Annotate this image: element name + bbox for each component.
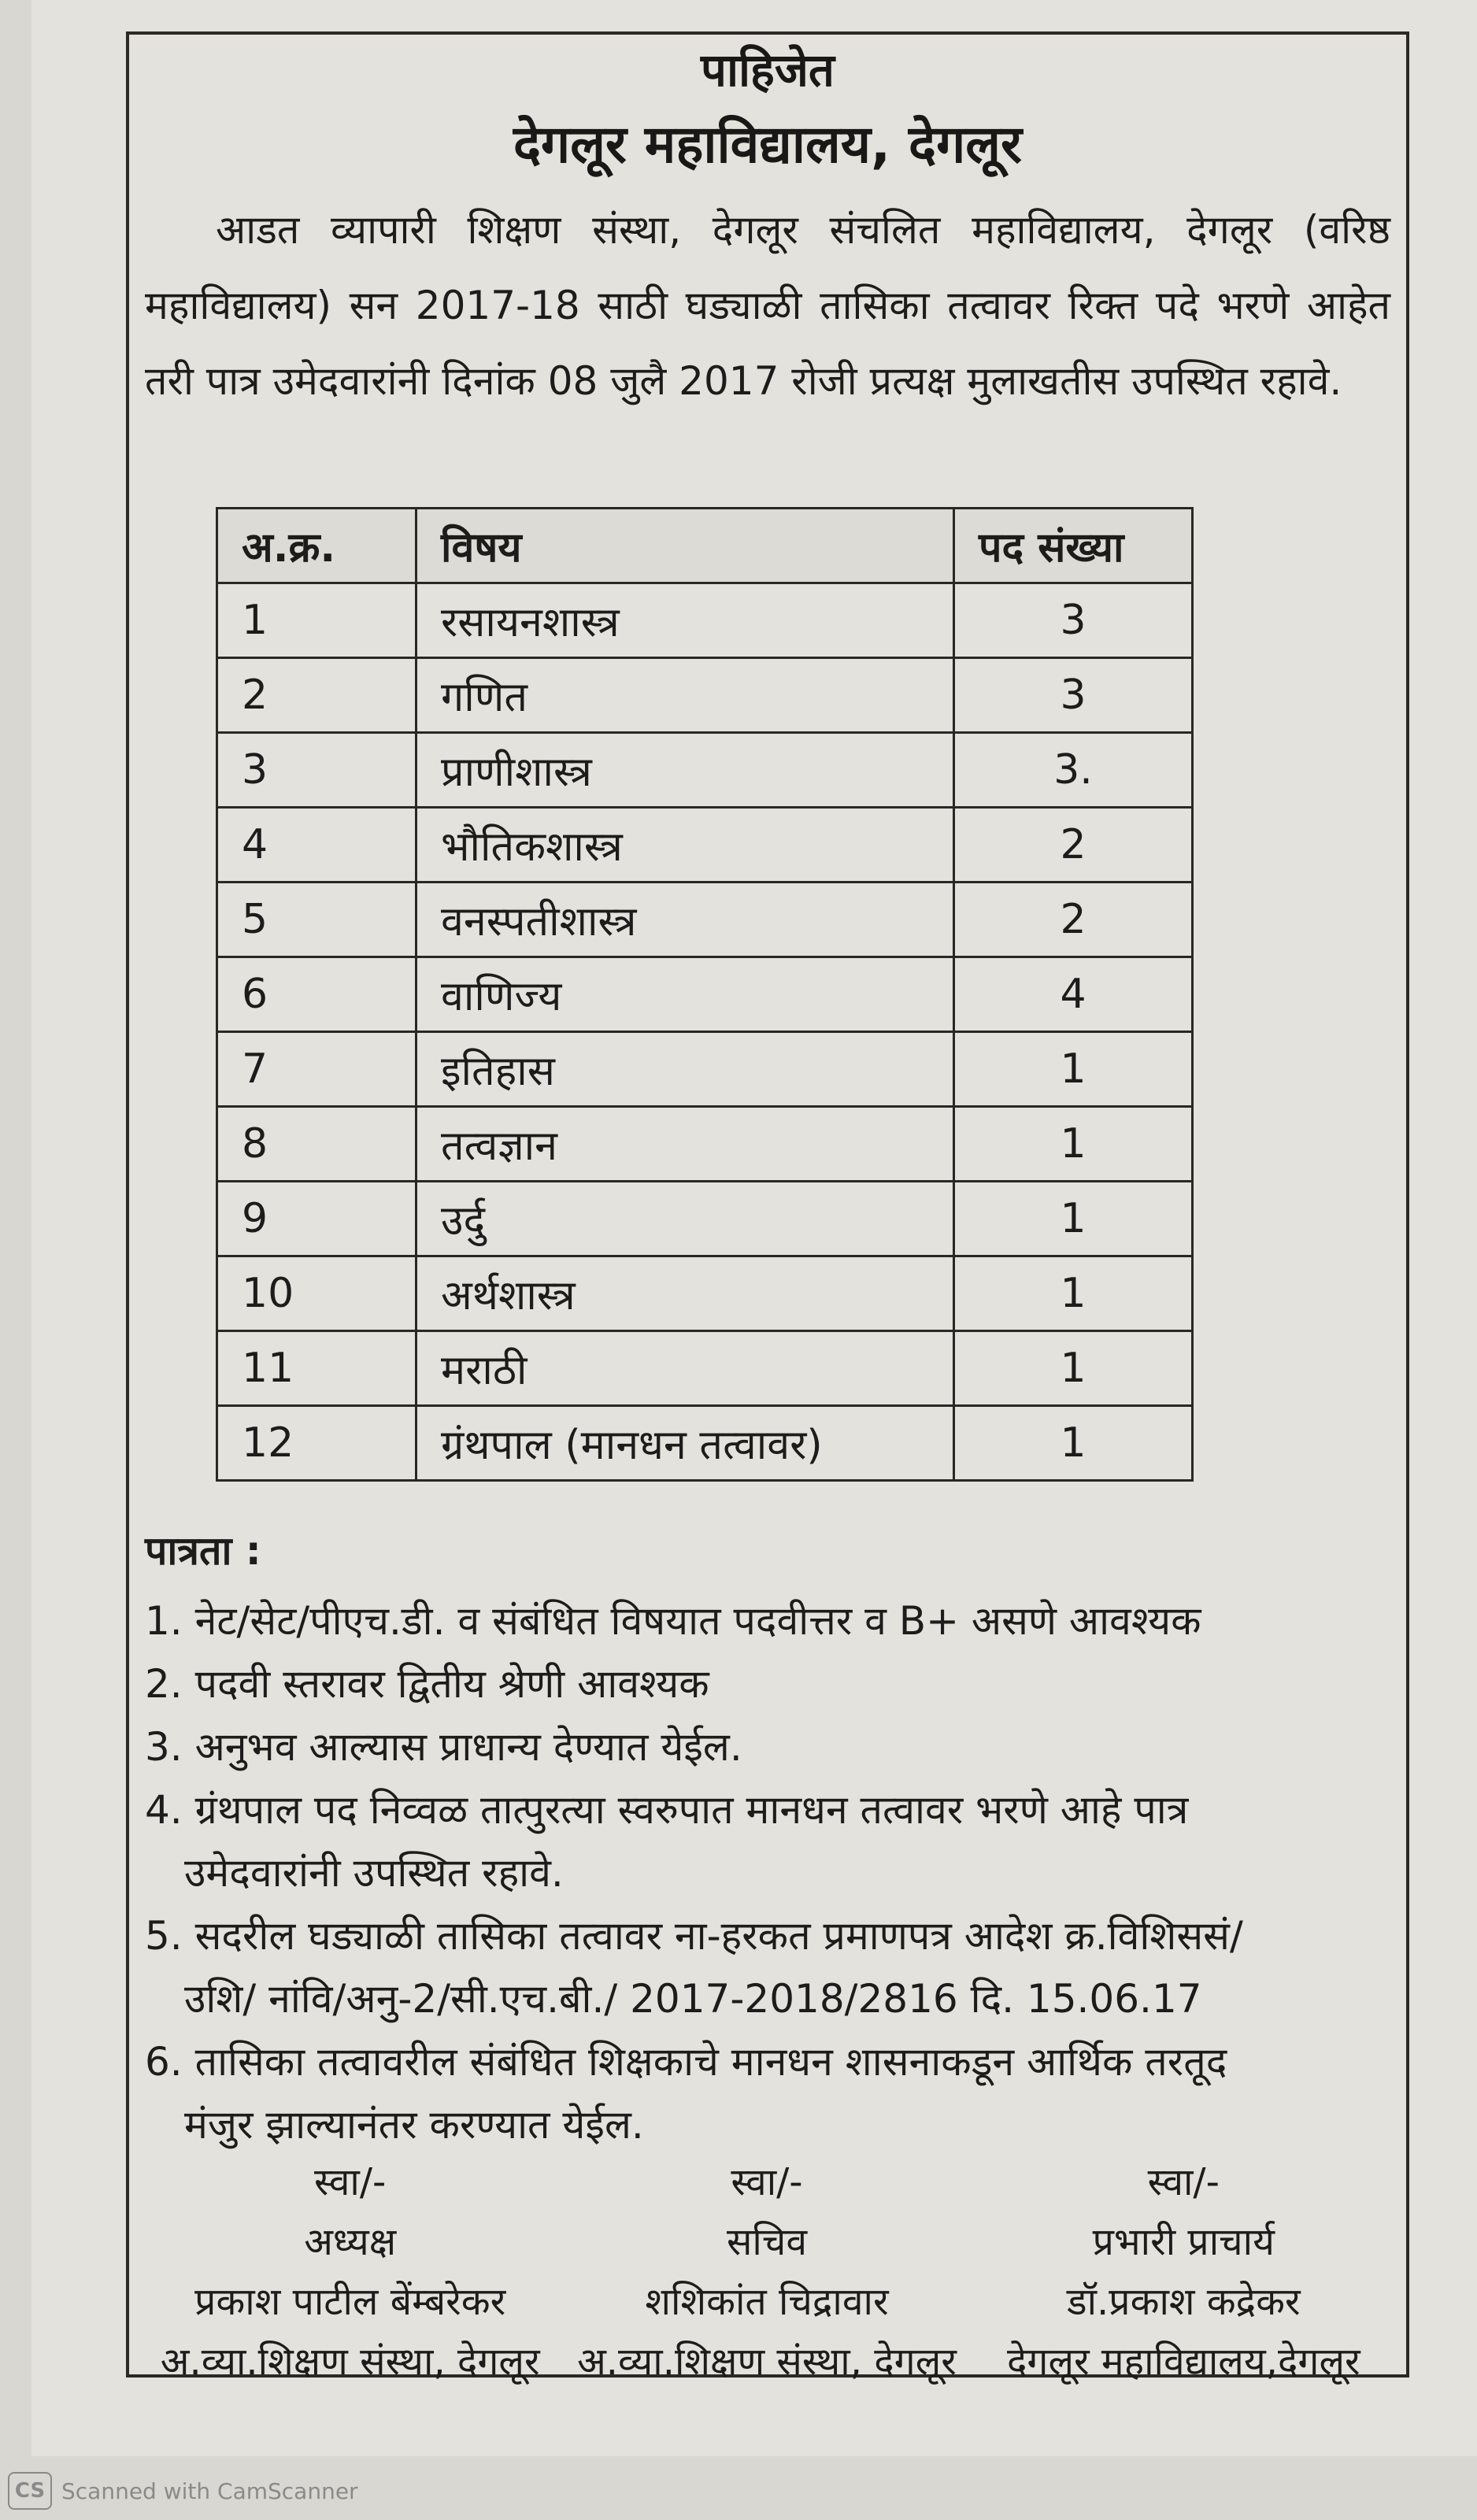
eligibility-text: 6. तासिका तत्वावरील संबंधित शिक्षकाचे मानधन शासनाकडून आर्थिक तरतूद — [145, 2039, 1227, 2085]
serial-cell: 3 — [217, 733, 416, 808]
signatory-org: अ.व्या.शिक्षण संस्था, देगलूर — [577, 2340, 957, 2384]
header-subject: विषय — [416, 509, 954, 583]
scanner-text: Scanned with CamScanner — [61, 2477, 358, 2504]
eligibility-text-continued: मंजुर झाल्यानंतर करण्यात येईल. — [184, 2102, 644, 2148]
table-row — [217, 583, 1193, 658]
signatory-org: देगलूर महाविद्यालय,देगलूर — [1006, 2340, 1360, 2384]
table-row — [217, 1256, 1193, 1331]
subject-cell: भौतिकशास्त्र — [416, 808, 954, 883]
eligibility-text-continued: उशि/ नांवि/अनु-2/सी.एच.बी./ 2017-2018/2816 दि. 15.06.17 — [184, 1976, 1202, 2022]
eligibility-title: पात्रता : — [145, 1528, 261, 1574]
table-row — [217, 1331, 1193, 1406]
notice-title: पाहिजेत — [701, 43, 835, 97]
scanner-watermark — [8, 2472, 358, 2510]
job-notice — [126, 31, 1409, 2384]
signature-secretary — [561, 2152, 972, 2392]
signatory-name: शशिकांत चिद्रावार — [645, 2280, 889, 2324]
count-cell: 2 — [954, 883, 1193, 957]
table-row — [217, 733, 1193, 808]
header-post-count: पद संख्या — [954, 509, 1193, 583]
signature-mark: स्वा/- — [314, 2160, 387, 2204]
table-row — [217, 883, 1193, 957]
count-cell: 1 — [954, 1331, 1193, 1406]
eligibility-item — [145, 1652, 1389, 1715]
signatory-role: अध्यक्ष — [304, 2220, 397, 2264]
subject-cell: रसायनशास्त्र — [416, 583, 954, 658]
count-cell: 3. — [954, 733, 1193, 808]
signatory-role: सचिव — [726, 2220, 808, 2264]
table-row — [217, 1032, 1193, 1107]
eligibility-text: 4. ग्रंथपाल पद निव्वळ तात्पुरत्या स्वरुपात मानधन तत्वावर भरणे आहे पात्र — [145, 1787, 1189, 1833]
eligibility-text: 2. पदवी स्तरावर द्वितीय श्रेणी आवश्यक — [145, 1661, 709, 1707]
table-row — [217, 1406, 1193, 1481]
count-cell: 2 — [954, 808, 1193, 883]
table-row — [217, 1182, 1193, 1256]
subject-cell: अर्थशास्त्र — [416, 1256, 954, 1331]
eligibility-text: 1. नेट/सेट/पीएच.डी. व संबंधित विषयात पदवीत्तर व B+ असणे आवश्यक — [145, 1598, 1201, 1644]
serial-cell: 6 — [217, 957, 416, 1032]
subject-cell: इतिहास — [416, 1032, 954, 1107]
eligibility-text: 3. अनुभव आल्यास प्राधान्य देण्यात येईल. — [145, 1724, 742, 1770]
signature-block — [145, 2152, 1389, 2392]
table-row — [217, 1107, 1193, 1182]
count-cell: 1 — [954, 1406, 1193, 1481]
count-cell: 1 — [954, 1107, 1193, 1182]
count-cell: 3 — [954, 658, 1193, 733]
camscanner-logo: CS — [8, 2472, 52, 2510]
serial-cell: 2 — [217, 658, 416, 733]
signatory-role: प्रभारी प्राचार्य — [1092, 2220, 1275, 2264]
count-cell: 4 — [954, 957, 1193, 1032]
signature-mark: स्वा/- — [1147, 2160, 1220, 2204]
eligibility-item — [145, 1589, 1389, 1652]
table-header-row — [217, 509, 1193, 583]
signature-principal — [979, 2152, 1389, 2392]
header-serial: अ.क्र. — [217, 509, 416, 583]
count-cell: 1 — [954, 1256, 1193, 1331]
subject-cell: गणित — [416, 658, 954, 733]
table-row — [217, 957, 1193, 1032]
signature-president — [145, 2152, 555, 2392]
eligibility-item — [145, 1904, 1389, 2030]
subject-cell: तत्वज्ञान — [416, 1107, 954, 1182]
eligibility-text-continued: उमेदवारांनी उपस्थित रहावे. — [184, 1850, 564, 1896]
subject-cell: वाणिज्य — [416, 957, 954, 1032]
serial-cell: 8 — [217, 1107, 416, 1182]
serial-cell: 11 — [217, 1331, 416, 1406]
serial-cell: 12 — [217, 1406, 416, 1481]
eligibility-text: 5. सदरील घड्याळी तासिका तत्वावर ना-हरकत प्रमाणपत्र आदेश क्र.विशिससं/ — [145, 1913, 1243, 1959]
table-row — [217, 808, 1193, 883]
intro-paragraph: आडत व्यापारी शिक्षण संस्था, देगलूर संचलित महाविद्यालय, देगलूर (वरिष्ठ महाविद्यालय) सन 2017-18 साठी घड्याळी तासिका तत्वावर रिक्त पदे भरणे आहेत तरी पात्र उमेदवारांनी दिनांक 08 जुलै 2017 रोजी प्रत्यक्ष मुलाखतीस उपस्थित रहावे. — [145, 207, 1390, 404]
signatory-name: प्रकाश पाटील बेंम्बरेकर — [194, 2280, 506, 2324]
serial-cell: 5 — [217, 883, 416, 957]
signature-mark: स्वा/- — [731, 2160, 803, 2204]
signatory-org: अ.व्या.शिक्षण संस्था, देगलूर — [160, 2340, 540, 2384]
vacancy-table — [216, 507, 1194, 1482]
signatory-name: डॉ.प्रकाश कद्रेकर — [1066, 2280, 1301, 2324]
eligibility-item — [145, 1778, 1389, 1904]
serial-cell: 7 — [217, 1032, 416, 1107]
count-cell: 1 — [954, 1032, 1193, 1107]
eligibility-item — [145, 2030, 1389, 2156]
serial-cell: 9 — [217, 1182, 416, 1256]
table-row — [217, 658, 1193, 733]
subject-cell: उर्दु — [416, 1182, 954, 1256]
subject-cell: मराठी — [416, 1331, 954, 1406]
subject-cell: प्राणीशास्त्र — [416, 733, 954, 808]
serial-cell: 1 — [217, 583, 416, 658]
eligibility-item — [145, 1715, 1389, 1778]
serial-cell: 4 — [217, 808, 416, 883]
count-cell: 3 — [954, 583, 1193, 658]
subject-cell: वनस्पतीशास्त्र — [416, 883, 954, 957]
serial-cell: 10 — [217, 1256, 416, 1331]
count-cell: 1 — [954, 1182, 1193, 1256]
institution-name: देगलूर महाविद्यालय, देगलूर — [513, 114, 1023, 175]
subject-cell: ग्रंथपाल (मानधन तत्वावर) — [416, 1406, 954, 1481]
eligibility-list — [145, 1589, 1389, 2156]
